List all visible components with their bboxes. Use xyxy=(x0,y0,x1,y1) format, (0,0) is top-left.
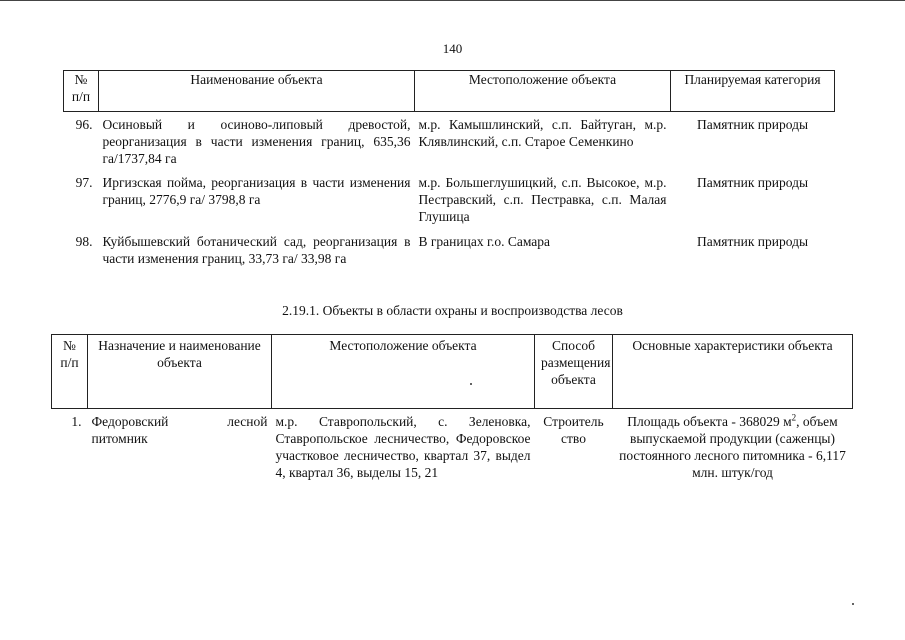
row-number: 1. xyxy=(71,414,82,429)
row-characteristics xyxy=(613,409,853,482)
row-object-name: Иргизская пойма, реорганизация в части изменения границ, 2776,9 га/ 3798,8 га xyxy=(102,174,411,207)
col-header-characteristics: Основные характеристики объекта xyxy=(613,335,853,409)
col-header-number: № п/п xyxy=(52,335,88,409)
page-top-border xyxy=(0,0,905,1)
row-location: м.р. Большеглушицкий, с.п. Высокое, м.р. Пестравский, с.п. Пестравка, с.п. Малая Глушица xyxy=(418,174,667,224)
table-row xyxy=(64,168,835,225)
table-header-row xyxy=(52,335,853,409)
row-placement-method: Строительство xyxy=(543,414,604,446)
row-number: 96. xyxy=(75,117,93,132)
section-heading: 2.19.1. Объекты в области охраны и воспроизводства лесов xyxy=(282,303,623,318)
forest-objects-table xyxy=(51,334,853,481)
table-row xyxy=(64,112,835,168)
row-object-name: Осиновый и осиново-липовый древостой, реорганизация в части изменения границ, 635,36 га/1737,84 га xyxy=(102,117,411,166)
row-object-name: Куйбышевский ботанический сад, реорганизация в части изменения границ, 33,73 га/ 33,98 га xyxy=(102,233,411,266)
scan-speck xyxy=(470,383,472,385)
scan-speck xyxy=(852,603,854,605)
col-header-location: Местоположение объекта xyxy=(415,71,671,112)
table-header-row xyxy=(64,71,835,112)
row-category: Памятник природы xyxy=(696,174,809,190)
page-number: 140 xyxy=(442,41,463,56)
characteristics-area: Площадь объекта - 368029 м xyxy=(627,414,792,429)
row-number: 98. xyxy=(75,233,93,249)
characteristics-details: , объем выпускаемой продукции (саженцы) постоянного лесного питомника - 6,117 млн. штук/год xyxy=(619,414,846,480)
table-row xyxy=(52,409,853,482)
row-location: м.р. Камышлинский, с.п. Байтуган, м.р. Клявлинский, с.п. Старое Семенкино xyxy=(418,117,667,149)
col-header-number: № п/п xyxy=(64,71,99,112)
row-location: м.р. Ставропольский, с. Зеленовка, Ставропольское лесничество, Федоровское участковое лесничество, квартал 37, выдел 4, квартал 36, выделы 15, 21 xyxy=(275,414,531,480)
row-category: Памятник природы xyxy=(696,233,809,249)
nature-monuments-table xyxy=(63,70,835,282)
characteristics-superscript: 2 xyxy=(791,412,797,423)
col-header-object-name: Наименование объекта xyxy=(99,71,415,112)
row-location: В границах г.о. Самара xyxy=(418,233,551,249)
row-category: Памятник природы xyxy=(696,117,809,132)
row-number: 97. xyxy=(75,174,93,190)
col-header-category: Планируемая категория xyxy=(671,71,835,112)
col-header-placement-method: Способ размещения объекта xyxy=(535,335,613,409)
col-header-purpose-name: Назначение и наименование объекта xyxy=(88,335,272,409)
row-object-name: Федоровский лесной питомник xyxy=(91,414,268,446)
table-row xyxy=(64,225,835,282)
col-header-location: Местоположение объекта xyxy=(272,335,535,409)
